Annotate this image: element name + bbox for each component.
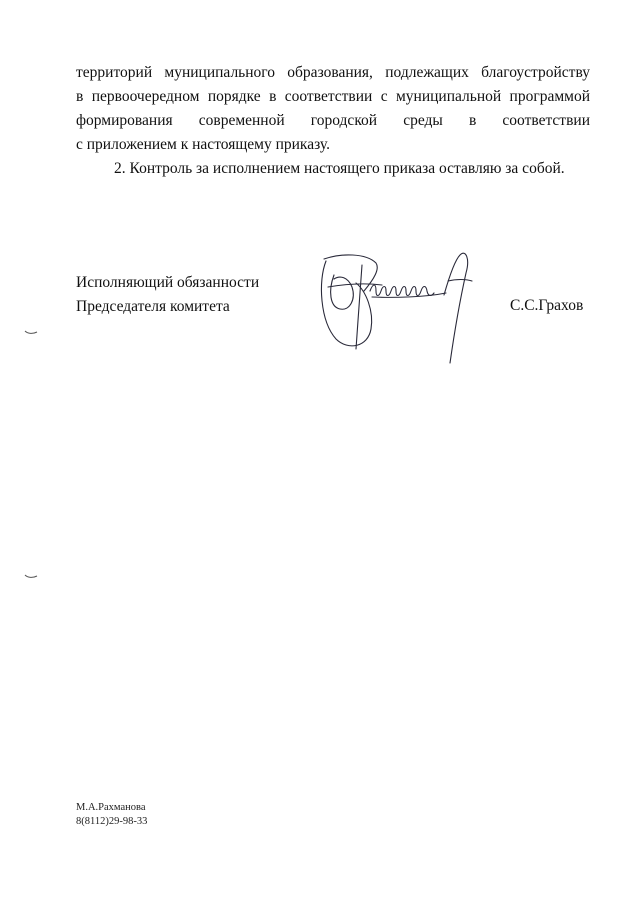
paragraph-line-2: в первоочередном порядке в соответствии с муниципальной программой bbox=[76, 88, 590, 105]
signature-block bbox=[76, 271, 596, 381]
executor-name: М.А.Рахманова bbox=[76, 802, 146, 813]
signer-title-line-1: Исполняющий обязанности bbox=[76, 274, 260, 291]
document-body bbox=[76, 61, 590, 181]
item-2-text: 2. Контроль за исполнением настоящего приказа оставляю за собой. bbox=[114, 160, 565, 177]
signer-name: С.С.Грахов bbox=[510, 297, 584, 314]
paragraph-line-3: формирования современной городской среды в соответствии bbox=[76, 112, 590, 129]
paragraph-line-1: территорий муниципального образования, подлежащих благоустройству bbox=[76, 64, 590, 81]
scan-mark-icon bbox=[24, 573, 38, 579]
handwritten-signature-icon bbox=[316, 251, 486, 376]
executor-footer bbox=[76, 801, 147, 829]
executor-phone: 8(8112)29-98-33 bbox=[76, 816, 148, 827]
scan-mark-icon bbox=[24, 329, 38, 335]
paragraph-line-4: с приложением к настоящему приказу. bbox=[76, 136, 330, 153]
signer-title-line-2: Председателя комитета bbox=[76, 298, 230, 315]
signer-title bbox=[76, 271, 259, 319]
